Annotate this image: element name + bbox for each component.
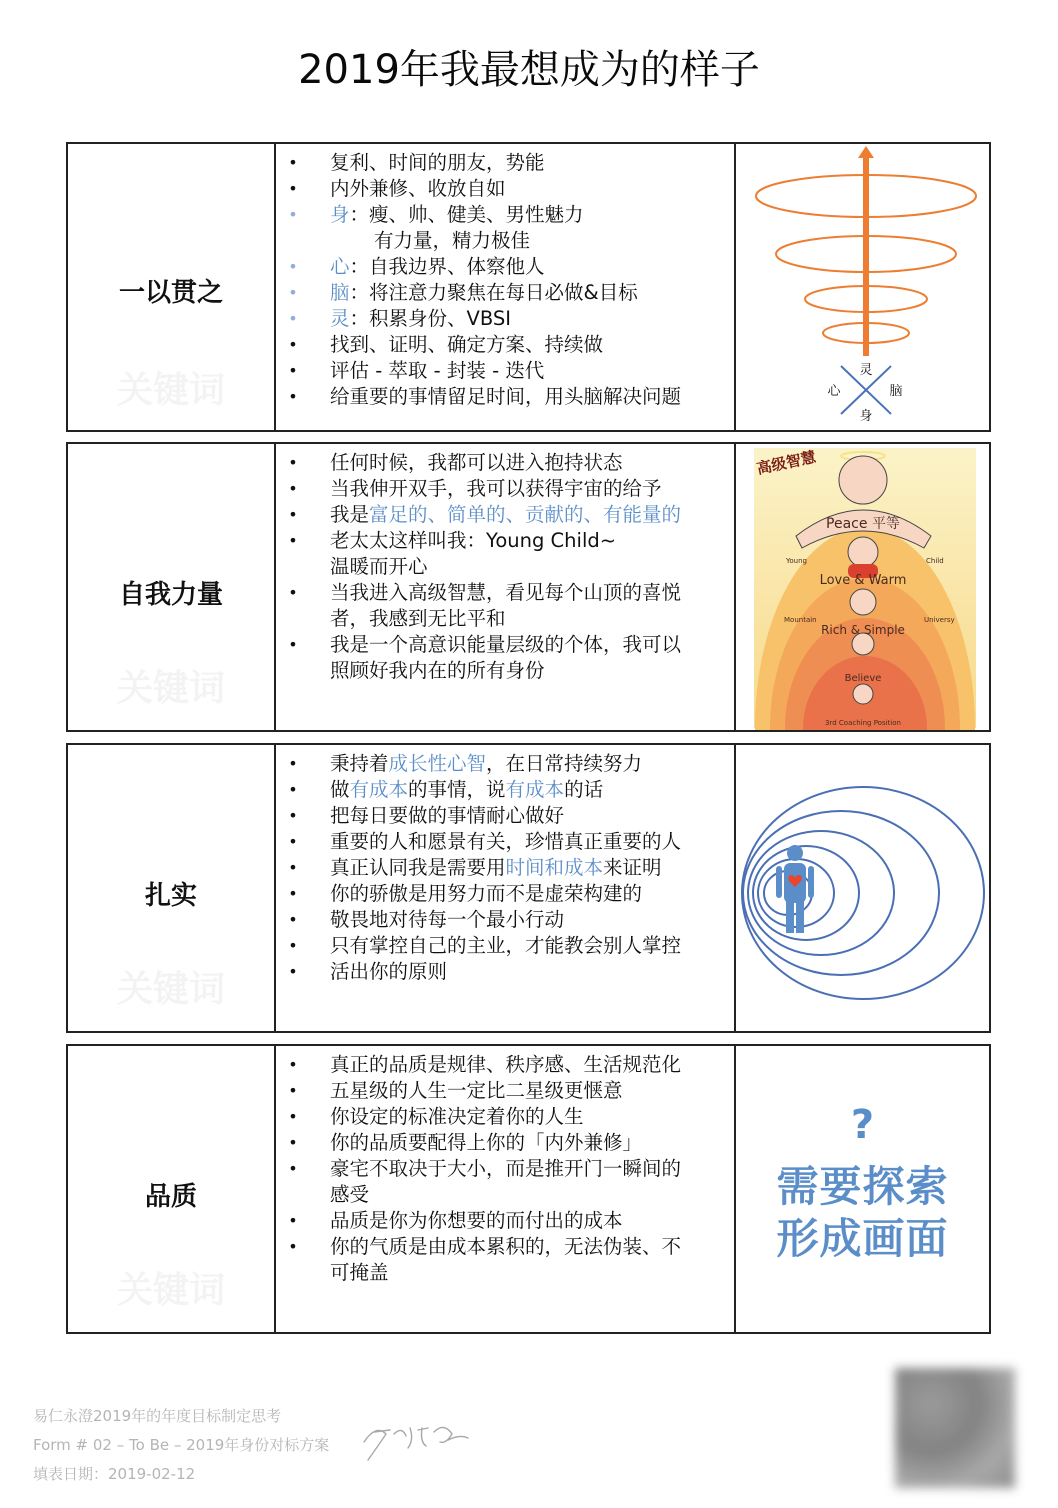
- section-label: 扎实: [144, 881, 197, 911]
- bullet-item: 可掩盖: [330, 1261, 389, 1284]
- signature-icon: [356, 1412, 471, 1467]
- explore-line-1: 需要探索: [776, 1162, 949, 1211]
- bullet-dot-icon: •: [288, 1107, 298, 1126]
- bullet-item: • 我是富足的、简单的、贡献的、有能量的: [288, 503, 682, 526]
- section-label: 自我力量: [118, 580, 223, 610]
- bullet-item: • 身：瘦、帅、健美、男性魅力: [288, 203, 584, 226]
- bullet-item: • 真正的品质是规律、秩序感、生活规范化: [288, 1053, 682, 1076]
- svg-text:Love & Warm: Love & Warm: [819, 573, 907, 588]
- bullet-item: • 当我伸开双手，我可以获得宇宙的给予: [288, 477, 662, 500]
- bullet-item: 感受: [330, 1183, 370, 1206]
- bullet-item: • 五星级的人生一定比二星级更惬意: [288, 1079, 623, 1102]
- bullet-dot-icon: •: [288, 309, 298, 328]
- spiral-diagram: [736, 144, 989, 430]
- section-label: 品质: [144, 1182, 197, 1212]
- bullet-dot-icon: •: [288, 1055, 298, 1074]
- keyword-watermark: 关键词: [116, 969, 225, 1010]
- bullet-dot-icon: •: [288, 1081, 298, 1100]
- coaching-levels-illustration: [736, 444, 989, 730]
- footer-line-1: 易仁永澄2019年的年度目标制定思考: [33, 1407, 282, 1425]
- bullet-item: • 只有掌控自己的主业，才能教会别人掌控: [288, 934, 682, 957]
- bullet-dot-icon: •: [288, 1237, 298, 1256]
- bullet-item: • 灵：积累身份、VBSI: [288, 307, 512, 330]
- bullet-item: • 你的气质是由成本累积的，无法伪装、不: [288, 1235, 682, 1258]
- bullet-list-cell: [276, 144, 736, 430]
- footer: [33, 1402, 329, 1489]
- bullet-item: • 做有成本的事情，说有成本的话: [288, 778, 604, 801]
- bullet-dot-icon: •: [288, 387, 298, 406]
- svg-text:心: 心: [827, 384, 841, 399]
- bullet-dot-icon: •: [288, 635, 298, 654]
- bullet-item: • 你的骄傲是用努力而不是虚荣构建的: [288, 882, 643, 905]
- bullet-item: 有力量，精力极佳: [374, 229, 531, 252]
- bullet-dot-icon: •: [288, 910, 298, 929]
- qr-code-blurred: [895, 1368, 1015, 1488]
- bullet-list: [276, 150, 734, 410]
- bullet-dot-icon: •: [288, 832, 298, 851]
- label-cell: [68, 144, 276, 430]
- bullet-item: • 当我进入高级智慧，看见每个山顶的喜悦: [288, 581, 682, 604]
- svg-text:Rich & Simple: Rich & Simple: [821, 623, 905, 637]
- section-row-solid: [66, 743, 991, 1033]
- bullet-item: • 品质是你为你想要的而付出的成本: [288, 1209, 623, 1232]
- bullet-dot-icon: •: [288, 283, 298, 302]
- svg-text:灵: 灵: [859, 363, 873, 378]
- svg-text:高级智慧: 高级智慧: [755, 447, 818, 478]
- bullet-dot-icon: •: [288, 884, 298, 903]
- bullet-item: • 重要的人和愿景有关，珍惜真正重要的人: [288, 830, 682, 853]
- bullet-list-cell: [276, 444, 736, 730]
- bullet-item: • 我是一个高意识能量层级的个体，我可以: [288, 633, 682, 656]
- svg-text:Believe: Believe: [844, 673, 882, 684]
- section-row-quality: [66, 1044, 991, 1334]
- keyword-watermark: 关键词: [116, 370, 225, 411]
- bullet-item: 照顾好我内在的所有身份: [330, 659, 545, 682]
- bullet-item: • 找到、证明、确定方案、持续做: [288, 333, 604, 356]
- svg-text:Young: Young: [786, 557, 807, 565]
- bullet-dot-icon: •: [288, 335, 298, 354]
- bullet-item: • 老太太这样叫我：Young Child~: [288, 529, 617, 552]
- bullet-item: • 评估 - 萃取 - 封装 - 迭代: [288, 359, 545, 382]
- bullet-dot-icon: •: [288, 1133, 298, 1152]
- bullet-item: • 给重要的事情留足时间，用头脑解决问题: [288, 385, 682, 408]
- bullet-item: 温暖而开心: [330, 555, 428, 578]
- svg-text:Peace 平等: Peace 平等: [826, 516, 900, 532]
- page-title: 2019年我最想成为的样子: [298, 47, 760, 93]
- footer-line-2: Form # 02 – To Be – 2019年身份对标方案: [33, 1436, 330, 1454]
- bullet-dot-icon: •: [288, 806, 298, 825]
- svg-text:Universy: Universy: [924, 616, 955, 624]
- spiral-arrow-icon: [736, 144, 989, 430]
- bullet-dot-icon: •: [288, 962, 298, 981]
- svg-text:Child: Child: [926, 557, 944, 565]
- bullet-dot-icon: •: [288, 179, 298, 198]
- person-circles-icon: [736, 745, 989, 1031]
- svg-text:3rd Coaching Position: 3rd Coaching Position: [825, 719, 901, 727]
- bullet-item: • 豪宅不取决于大小，而是推开门一瞬间的: [288, 1157, 682, 1180]
- bullet-list-cell: [276, 1046, 736, 1332]
- coaching-levels-image: [736, 444, 989, 730]
- section-row-self-power: [66, 442, 991, 732]
- keyword-watermark: 关键词: [116, 1270, 225, 1311]
- keyword-watermark: 关键词: [116, 668, 225, 709]
- bullet-dot-icon: •: [288, 754, 298, 773]
- bullet-item: • 复利、时间的朋友，势能: [288, 151, 545, 174]
- bullet-dot-icon: •: [288, 153, 298, 172]
- bullet-dot-icon: •: [288, 205, 298, 224]
- bullet-dot-icon: •: [288, 583, 298, 602]
- label-cell: [68, 1046, 276, 1332]
- bullet-dot-icon: •: [288, 1211, 298, 1230]
- bullet-dot-icon: •: [288, 1159, 298, 1178]
- bullet-item: • 秉持着成长性心智，在日常持续努力: [288, 752, 643, 775]
- bullet-item: • 内外兼修、收放自如: [288, 177, 506, 200]
- explore-placeholder: [736, 1046, 989, 1332]
- bullet-item: 者，我感到无比平和: [330, 607, 506, 630]
- bullet-item: • 活出你的原则: [288, 960, 448, 983]
- bullet-dot-icon: •: [288, 936, 298, 955]
- bullet-dot-icon: •: [288, 479, 298, 498]
- svg-text:身: 身: [859, 409, 873, 424]
- question-mark-icon: ?: [850, 1102, 875, 1148]
- bullet-dot-icon: •: [288, 505, 298, 524]
- bullet-list: [276, 450, 734, 684]
- footer-line-3: 填表日期：2019-02-12: [33, 1465, 196, 1483]
- bullet-list-cell: [276, 745, 736, 1031]
- bullet-item: • 真正认同我是需要用时间和成本来证明: [288, 856, 662, 879]
- concentric-circles-diagram: [736, 745, 989, 1031]
- bullet-dot-icon: •: [288, 780, 298, 799]
- explore-line-2: 形成画面: [776, 1214, 949, 1263]
- bullet-item: • 任何时候，我都可以进入抱持状态: [288, 451, 623, 474]
- bullet-dot-icon: •: [288, 257, 298, 276]
- bullet-list: [276, 751, 734, 985]
- label-cell: [68, 745, 276, 1031]
- bullet-dot-icon: •: [288, 531, 298, 550]
- section-row-consistency: [66, 142, 991, 432]
- bullet-item: • 你的品质要配得上你的「内外兼修」: [288, 1131, 643, 1154]
- bullet-item: • 敬畏地对待每一个最小行动: [288, 908, 565, 931]
- bullet-item: • 你设定的标准决定着你的人生: [288, 1105, 584, 1128]
- bullet-dot-icon: •: [288, 453, 298, 472]
- bullet-dot-icon: •: [288, 858, 298, 877]
- bullet-list: [276, 1052, 734, 1286]
- svg-text:脑: 脑: [889, 384, 903, 399]
- section-label: 一以贯之: [118, 278, 223, 308]
- label-cell: [68, 444, 276, 730]
- bullet-item: • 心：自我边界、体察他人: [288, 255, 545, 278]
- svg-text:Mountain: Mountain: [784, 616, 817, 624]
- bullet-item: • 把每日要做的事情耐心做好: [288, 804, 565, 827]
- bullet-item: • 脑：将注意力聚焦在每日必做&目标: [288, 281, 638, 304]
- bullet-dot-icon: •: [288, 361, 298, 380]
